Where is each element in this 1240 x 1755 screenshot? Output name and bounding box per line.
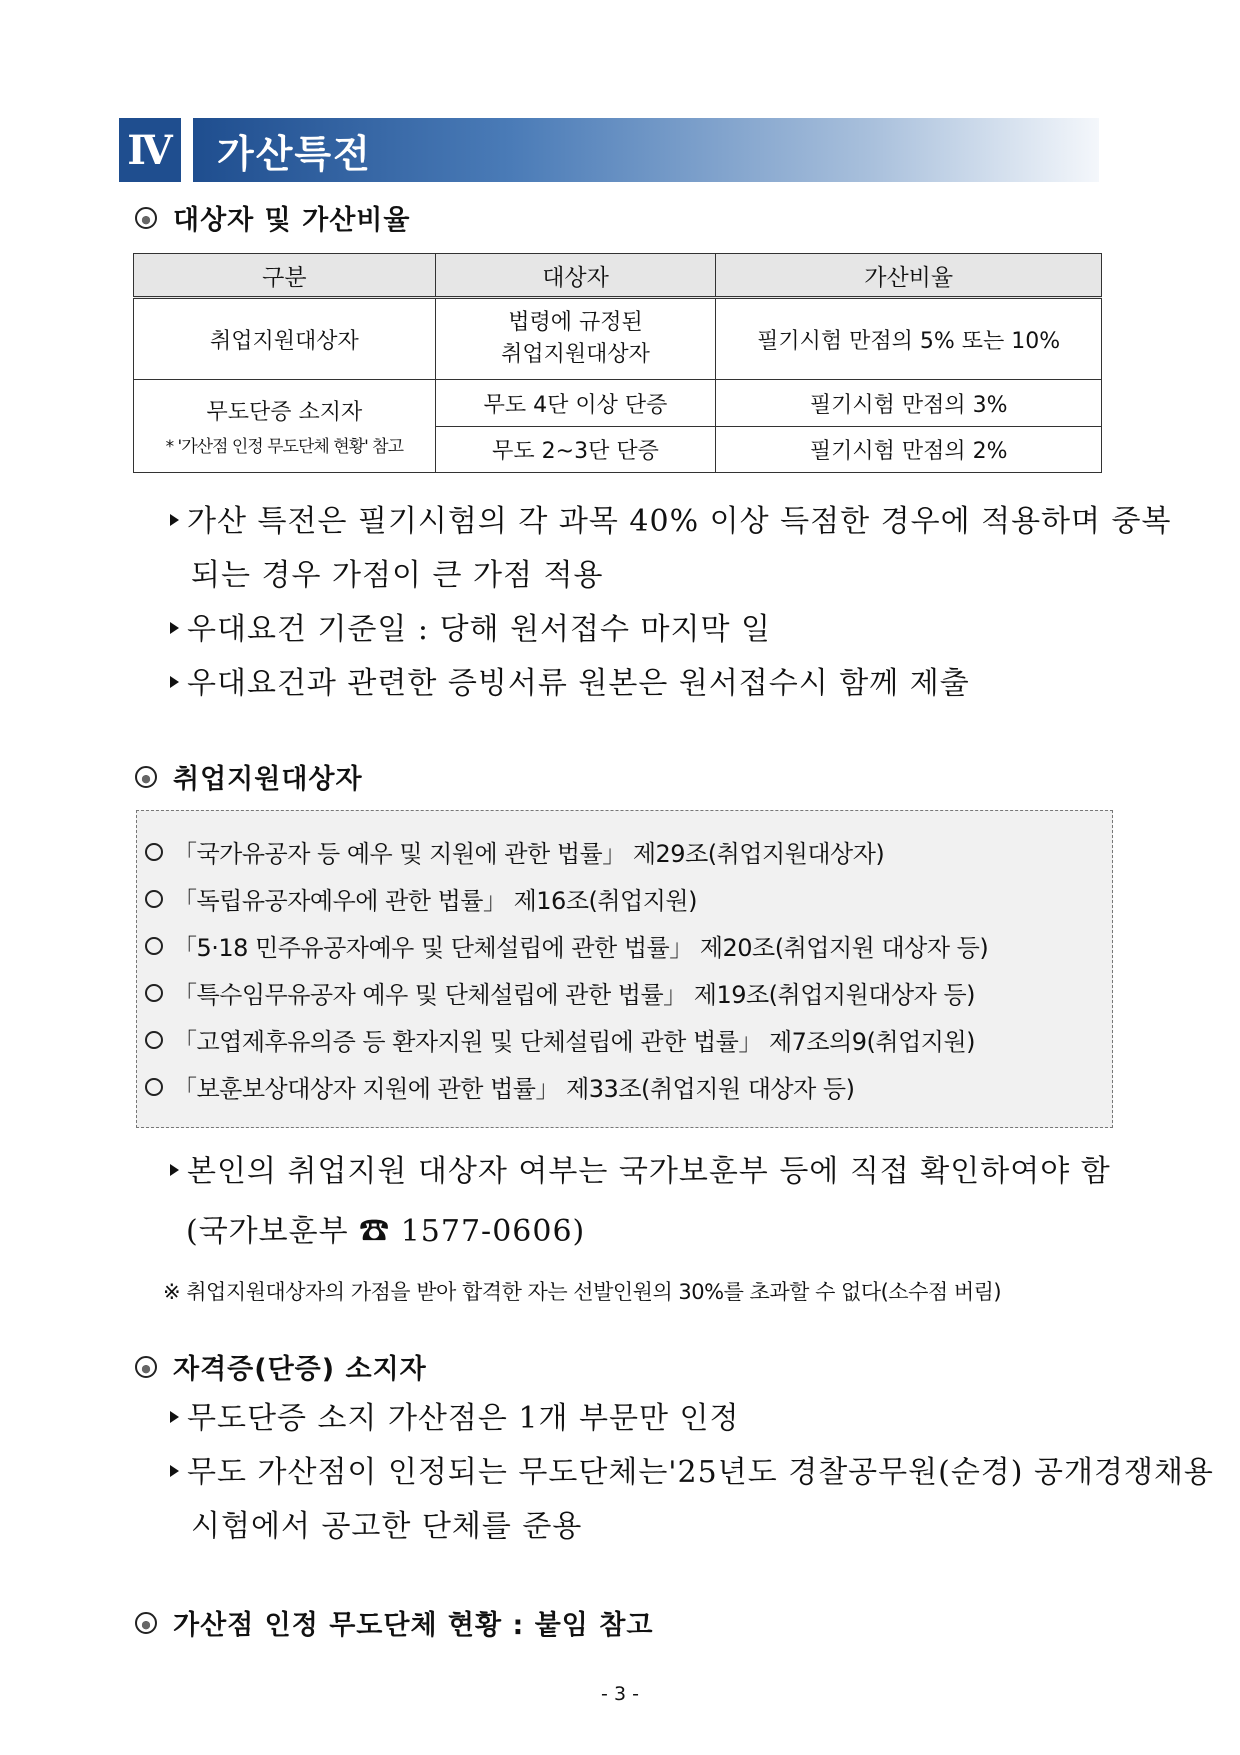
section-heading-text: 가산점 인정 무도단체 현황 : 붙임 참고: [173, 1610, 654, 1641]
contact-line: [170, 1205, 1111, 1259]
list-item: [170, 1392, 1214, 1446]
table-cell: [134, 380, 436, 473]
circle-bullet-icon: [145, 1078, 163, 1096]
list-item-text: 우대요건과 관련한 증빙서류 원본은 원서접수시 함께 제출: [187, 666, 970, 701]
section-heading-employment: [135, 757, 363, 796]
bonus-ratio-table: [133, 253, 1102, 473]
table-header-row: [134, 254, 1102, 298]
cell-note: * '가산점 인정 무도단체 현황' 참고: [165, 437, 403, 457]
section-heading-text: 취업지원대상자: [173, 764, 363, 795]
section-heading-martial-arts-bodies: [135, 1603, 653, 1642]
circle-bullet-icon: [145, 984, 163, 1002]
cell-text: 법령에 규정된: [508, 310, 643, 335]
bullet-circle-icon: [135, 207, 157, 229]
table-cell: 필기시험 만점의 5% 또는 10%: [716, 298, 1102, 380]
law-text: 「독립유공자예우에 관한 법률」 제16조(취업지원): [173, 887, 697, 915]
triangle-bullet-icon: [170, 1164, 179, 1176]
law-item: [145, 1066, 1112, 1113]
list-item-text: 무도단증 소지 가산점은 1개 부문만 인정: [187, 1401, 740, 1436]
triangle-bullet-icon: [170, 676, 179, 688]
list-item-continuation: 시험에서 공고한 단체를 준용: [191, 1509, 583, 1544]
section-heading-text: 대상자 및 가산비율: [173, 205, 411, 236]
table-cell: 필기시험 만점의 2%: [716, 427, 1102, 473]
table-row: [134, 380, 1102, 427]
circle-bullet-icon: [145, 843, 163, 861]
bullet-circle-icon: [135, 1612, 157, 1634]
phone-icon: ☎: [359, 1214, 391, 1249]
page-title: 가산특전: [193, 118, 1099, 182]
list-item-text: 가산 특전은 필기시험의 각 과목 40% 이상 득점한 경우에 적용하며 중복: [187, 504, 1172, 539]
bullet-circle-icon: [135, 1356, 157, 1378]
list-item-continuation: 되는 경우 가점이 큰 가점 적용: [191, 558, 604, 593]
list-item: [170, 603, 1172, 657]
table-header: 가산비율: [716, 254, 1102, 298]
cell-text: 무도단증 소지자: [206, 400, 363, 425]
circle-bullet-icon: [145, 890, 163, 908]
triangle-bullet-icon: [170, 1465, 179, 1477]
roman-numeral-badge: Ⅳ: [119, 118, 181, 182]
contact-label: (국가보훈부: [186, 1214, 349, 1249]
law-item: [145, 878, 1112, 925]
laws-box: [136, 810, 1113, 1128]
list-item: [170, 1145, 1111, 1199]
list-item-text: 무도 가산점이 인정되는 무도단체는'25년도 경찰공무원(순경) 공개경쟁채용: [187, 1455, 1214, 1490]
section-heading-certificates: [135, 1347, 427, 1386]
triangle-bullet-icon: [170, 1411, 179, 1423]
list-item: [170, 495, 1172, 549]
table-header: 구분: [134, 254, 436, 298]
table-cell: 필기시험 만점의 3%: [716, 380, 1102, 427]
law-item: [145, 972, 1112, 1019]
triangle-bullet-icon: [170, 622, 179, 634]
note-line: ※ 취업지원대상자의 가점을 받아 합격한 자는 선발인원의 30%를 초과할 수 없다(소수점 버림): [163, 1280, 1002, 1304]
law-text: 「5·18 민주유공자예우 및 단체설립에 관한 법률」 제20조(취업지원 대상자 등): [173, 934, 989, 962]
circle-bullet-icon: [145, 937, 163, 955]
section-heading-targets: [135, 198, 410, 237]
list-item: [170, 1446, 1214, 1500]
table-cell: [435, 298, 716, 380]
law-item: [145, 831, 1112, 878]
section-heading-text: 자격증(단증) 소지자: [173, 1354, 427, 1385]
table-row: [134, 298, 1102, 380]
phone-number: 1577-0606): [400, 1214, 586, 1249]
bullet-list-certificates: [170, 1392, 1214, 1554]
law-text: 「특수임무유공자 예우 및 단체설립에 관한 법률」 제19조(취업지원대상자 등): [173, 981, 976, 1009]
law-text: 「국가유공자 등 예우 및 지원에 관한 법률」 제29조(취업지원대상자): [173, 840, 885, 868]
list-item: [170, 657, 1172, 711]
table-cell: 취업지원대상자: [134, 298, 436, 380]
law-text: 「보훈보상대상자 지원에 관한 법률」 제33조(취업지원 대상자 등): [173, 1075, 855, 1103]
table-cell: 무도 2~3단 단증: [435, 427, 716, 473]
table-cell: 무도 4단 이상 단증: [435, 380, 716, 427]
bullet-list-general: [170, 495, 1172, 711]
list-item-text: 본인의 취업지원 대상자 여부는 국가보훈부 등에 직접 확인하여야 함: [187, 1154, 1111, 1189]
law-item: [145, 1019, 1112, 1066]
page-number: - 3 -: [601, 1683, 639, 1705]
list-item-text: 우대요건 기준일 : 당해 원서접수 마지막 일: [187, 612, 771, 647]
circle-bullet-icon: [145, 1031, 163, 1049]
cell-text: 취업지원대상자: [501, 342, 650, 367]
law-text: 「고엽제후유의증 등 환자지원 및 단체설립에 관한 법률」 제7조의9(취업지원): [173, 1028, 976, 1056]
law-item: [145, 925, 1112, 972]
bullet-circle-icon: [135, 766, 157, 788]
section-title-bar: [119, 118, 1099, 182]
triangle-bullet-icon: [170, 514, 179, 526]
table-header: 대상자: [435, 254, 716, 298]
bullet-list-verification: [170, 1145, 1111, 1259]
